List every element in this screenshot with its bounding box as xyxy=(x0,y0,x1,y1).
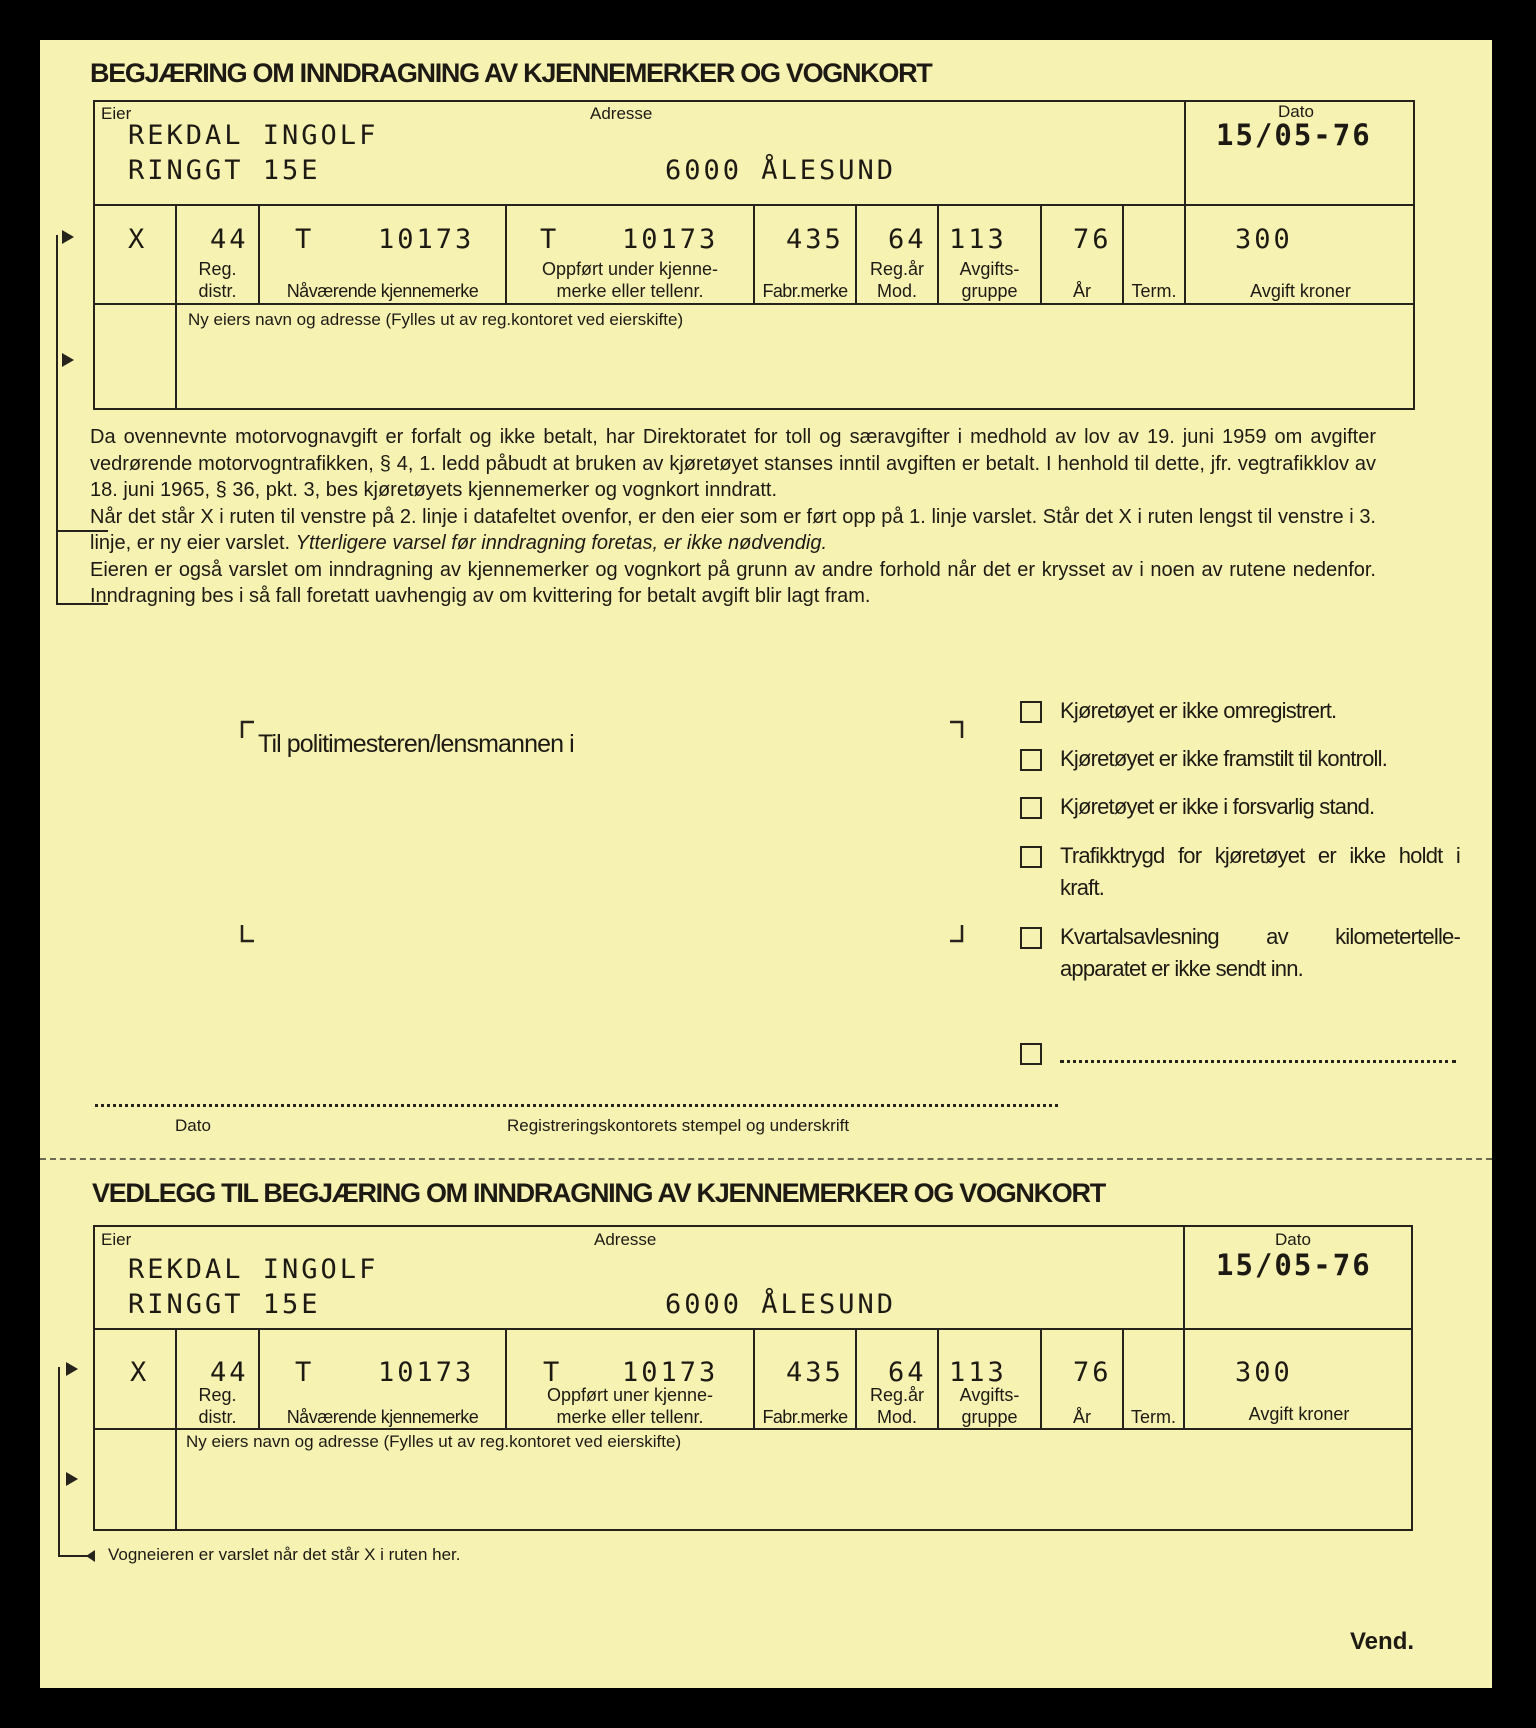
reg-district-label: Reg. distr. xyxy=(198,259,237,301)
attachment-make-label: Fabr.merke xyxy=(762,1407,848,1427)
police-label: Til politimesteren/lensmannen i xyxy=(258,730,574,758)
fee-group-value: 113 xyxy=(949,224,1007,255)
year-value: 76 xyxy=(1073,224,1112,255)
listed-plate-label: Oppført under kjenne- merke eller tellenr. xyxy=(541,259,719,301)
owner-label: Eier xyxy=(101,104,132,123)
new-owner-label: Ny eiers navn og adresse (Fylles ut av reg.kontoret ved eierskifte) xyxy=(188,310,684,329)
footer-stamp-label: Registreringskontorets stempel og underskrift xyxy=(507,1116,850,1135)
attachment-owner-city: 6000 ÅLESUND xyxy=(665,1289,897,1320)
attachment-mark: X xyxy=(130,1357,150,1388)
footer-date-label: Dato xyxy=(175,1116,211,1135)
owner-street: RINGGT 15E xyxy=(128,155,321,186)
checkbox-not-reregistered[interactable] xyxy=(1020,701,1042,723)
attachment-notice: Vogneieren er varslet når det står X i ruten her. xyxy=(108,1545,461,1564)
paragraph-2: Når det står X i ruten til venstre på 2. linje i datafeltet ovenfor, er den eier som er ført opp på 1. linje varslet. Står det X i ruten lengst til venstre i 3. linje, er ny eier varslet. Ytterligere varsel før inndragning foretas, er ikke nødvendig. xyxy=(90,505,1376,554)
term-label: Term. xyxy=(1131,281,1177,301)
attachment-year-label: År xyxy=(1073,1407,1091,1427)
legal-text xyxy=(90,424,1376,610)
owner-notified-mark: X xyxy=(128,224,148,255)
perforation-line xyxy=(40,1158,1492,1160)
checkbox-not-inspected[interactable] xyxy=(1020,749,1042,771)
make-label: Fabr.merke xyxy=(762,281,848,301)
turn-page-label: Vend. xyxy=(1350,1628,1415,1655)
attachment-current-plate-number: 10173 xyxy=(378,1357,475,1388)
attachment-reg-year-label: Reg.år Mod. xyxy=(869,1385,925,1427)
attachment-year-value: 76 xyxy=(1073,1357,1112,1388)
address-label: Adresse xyxy=(590,104,653,123)
current-plate-number: 10173 xyxy=(378,224,475,255)
signature-line[interactable] xyxy=(95,1104,1058,1107)
attachment-date: 15/05-76 xyxy=(1216,1248,1372,1282)
checkbox-no-insurance[interactable] xyxy=(1020,846,1042,868)
attachment-marker-bracket xyxy=(58,1367,60,1557)
fee-value: 300 xyxy=(1235,224,1293,255)
attachment-fee-label: Avgift kroner xyxy=(1248,1404,1350,1424)
owner-name: REKDAL INGOLF xyxy=(128,120,379,151)
date-label: Dato xyxy=(1278,102,1314,121)
attachment-title: VEDLEGG TIL BEGJÆRING OM INNDRAGNING AV KJENNEMERKER OG VOGNKORT xyxy=(92,1178,1105,1208)
checkbox-no-odometer[interactable] xyxy=(1020,927,1042,949)
form-title: BEGJÆRING OM INNDRAGNING AV KJENNEMERKER OG VOGNKORT xyxy=(90,58,932,88)
attachment-owner-street: RINGGT 15E xyxy=(128,1289,321,1320)
attachment-reg-year-value: 64 xyxy=(888,1357,927,1388)
reg-year-label: Reg.år Mod. xyxy=(869,259,925,301)
checkbox-other-line[interactable] xyxy=(1060,1060,1456,1063)
attachment-address-label: Adresse xyxy=(594,1230,657,1249)
listed-plate-number: 10173 xyxy=(622,224,719,255)
attachment-current-plate-letter: T xyxy=(295,1357,315,1388)
attachment-fee-group-value: 113 xyxy=(949,1357,1007,1388)
attachment-listed-plate-label: Oppført uner kjenne- merke eller tellenr. xyxy=(546,1385,714,1427)
paragraph-1: Da ovennevnte motorvognavgift er forfalt og ikke betalt, har Direktoratet for toll og særavgifter i medhold av lov av 19. juni 1959 om avgifter vedrørende motorvogntrafikken, § 4, 1. ledd påbudt at bruken av kjøretøyet stanses inntil avgiften er betalt. I henhold til dette, jfr. vegtrafikklov av 18. juni 1965, § 36, pkt. 3, bes kjøretøyets kjennemerker og vognkort inndratt. xyxy=(90,426,1376,501)
form-date: 15/05-76 xyxy=(1216,118,1372,152)
attachment-fee-group-label: Avgifts- gruppe xyxy=(959,1385,1020,1427)
address-corner-bottom-right xyxy=(950,925,964,943)
attachment-term-label: Term. xyxy=(1131,1407,1176,1427)
year-label: År xyxy=(1073,281,1091,301)
checkbox-label-unsafe: Kjøretøyet er ikke i forsvarlig stand. xyxy=(1060,794,1375,819)
attachment-reg-district-value: 44 xyxy=(210,1357,249,1388)
reg-year-value: 64 xyxy=(888,224,927,255)
attachment-date-label: Dato xyxy=(1275,1230,1311,1249)
attachment-owner-name: REKDAL INGOLF xyxy=(128,1254,379,1285)
attachment-reg-district-label: Reg. distr. xyxy=(198,1385,237,1427)
address-corner-top-right xyxy=(950,720,964,738)
notice-arrow-icon xyxy=(86,1550,95,1562)
checkbox-label-not-inspected: Kjøretøyet er ikke framstilt til kontroll. xyxy=(1060,746,1388,771)
attachment-owner-label: Eier xyxy=(101,1230,132,1249)
current-plate-label: Nåværende kjennemerke xyxy=(286,281,479,301)
owner-city: 6000 ÅLESUND xyxy=(665,155,897,186)
paragraph-2-italic: Ytterligere varsel før inndragning foretas, er ikke nødvendig. xyxy=(295,532,828,554)
attachment-current-plate-label: Nåværende kjennemerke xyxy=(286,1407,479,1427)
attachment-fee-value: 300 xyxy=(1235,1357,1293,1388)
attachment-new-owner-label: Ny eiers navn og adresse (Fylles ut av reg.kontoret ved eierskifte) xyxy=(186,1432,682,1451)
attachment-owner-marker-arrow xyxy=(66,1362,78,1376)
checkbox-label-not-reregistered: Kjøretøyet er ikke omregistrert. xyxy=(1060,698,1337,723)
checkbox-unsafe[interactable] xyxy=(1020,797,1042,819)
make-value: 435 xyxy=(786,224,844,255)
attachment-make-value: 435 xyxy=(786,1357,844,1388)
attachment-new-owner-marker-arrow xyxy=(66,1472,78,1486)
current-plate-letter: T xyxy=(295,224,315,255)
fee-group-label: Avgifts- gruppe xyxy=(959,259,1020,301)
address-corner-top-left xyxy=(240,720,254,738)
checkbox-other[interactable] xyxy=(1020,1043,1042,1065)
address-corner-bottom-left xyxy=(240,925,254,943)
owner-marker-arrow xyxy=(62,230,74,244)
attachment-listed-plate-letter: T xyxy=(543,1357,563,1388)
checkbox-label-no-insurance: Trafikktrygd for kjøretøyet er ikke holdt i kraft. xyxy=(1060,843,1460,900)
fee-label: Avgift kroner xyxy=(1250,281,1351,301)
reg-district-value: 44 xyxy=(210,224,249,255)
listed-plate-letter: T xyxy=(540,224,560,255)
attachment-listed-plate-number: 10173 xyxy=(622,1357,719,1388)
checkbox-label-no-odometer: Kvartalsavlesning av kilometertelle-apparatet er ikke sendt inn. xyxy=(1060,924,1460,981)
paragraph-3: Eieren er også varslet om inndragning av kjennemerker og vognkort på grunn av andre forhold når det er krysset av i noen av rutene nedenfor. Inndragning bes i så fall foretatt uavhengig av om kvittering for betalt avgift blir lagt fram. xyxy=(90,558,1376,607)
new-owner-marker-arrow xyxy=(62,353,74,367)
marker-bracket xyxy=(56,235,58,605)
